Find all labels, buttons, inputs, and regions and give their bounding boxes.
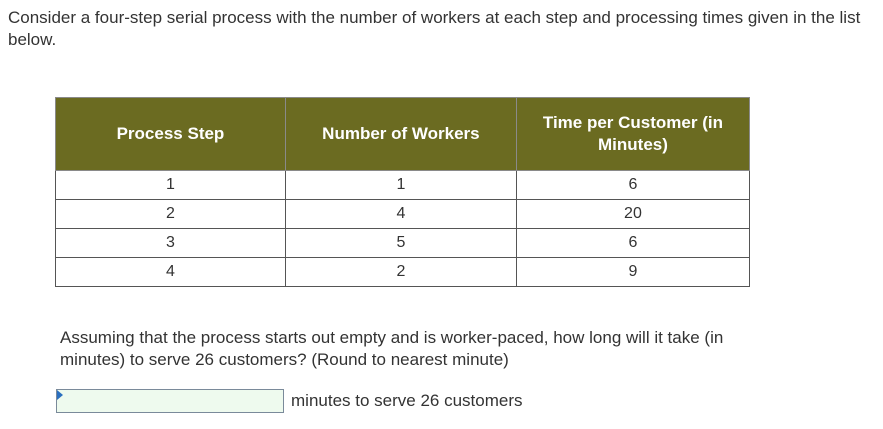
process-table	[55, 97, 750, 287]
answer-suffix-label: minutes to serve 26 customers	[291, 391, 523, 410]
cell-number-of-workers: 5	[285, 229, 516, 258]
answer-input[interactable]	[56, 389, 284, 413]
table-row	[56, 229, 750, 258]
table-row	[56, 171, 750, 200]
column-header-process-step: Process Step	[56, 98, 286, 171]
question-text: Assuming that the process starts out empty and is worker-paced, how long will it take (in minutes) to serve 26 customers? (Round to nearest minute)	[60, 328, 724, 369]
column-header-time-per-customer: Time per Customer (in Minutes)	[516, 98, 749, 171]
cell-process-step: 1	[56, 171, 286, 200]
cell-number-of-workers: 2	[285, 258, 516, 287]
cell-time-per-customer: 6	[516, 229, 749, 258]
cell-number-of-workers: 4	[285, 200, 516, 229]
problem-intro: Consider a four-step serial process with the number of workers at each step and processing times given in the list below.	[8, 8, 861, 49]
cell-time-per-customer: 6	[516, 171, 749, 200]
cell-process-step: 2	[56, 200, 286, 229]
table-row	[56, 200, 750, 229]
cell-process-step: 3	[56, 229, 286, 258]
cell-number-of-workers: 1	[285, 171, 516, 200]
answer-input-wrapper	[56, 389, 284, 413]
answer-row	[56, 387, 522, 415]
table-header-row	[56, 98, 750, 171]
cell-time-per-customer: 20	[516, 200, 749, 229]
column-header-number-of-workers: Number of Workers	[285, 98, 516, 171]
cell-process-step: 4	[56, 258, 286, 287]
table-row	[56, 258, 750, 287]
cell-time-per-customer: 9	[516, 258, 749, 287]
